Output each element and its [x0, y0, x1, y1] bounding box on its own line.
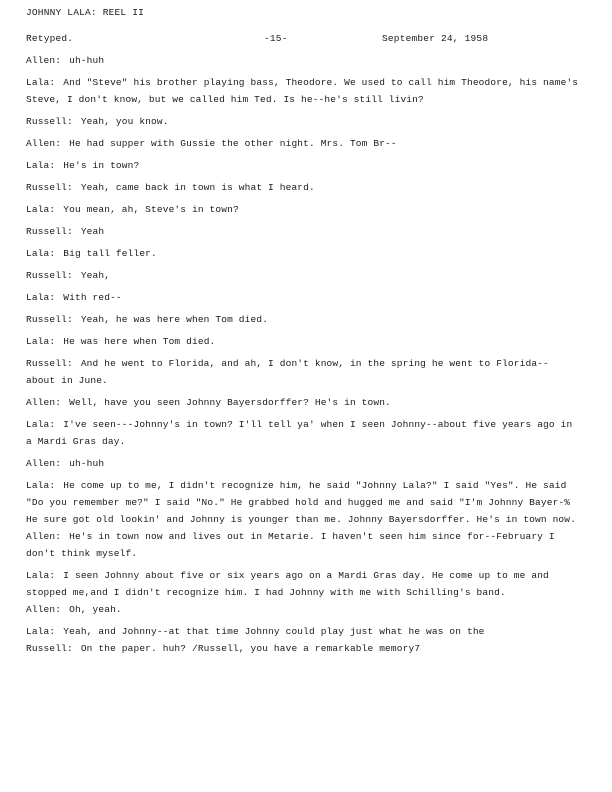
transcript-line	[26, 113, 586, 130]
speaker-label: Allen:	[26, 604, 62, 615]
transcript-line	[26, 135, 586, 152]
line-text: "Do you remember me?" I said "No." He grabbed hold and hugged me and said "I'm Johnny Bayer-%	[26, 497, 571, 508]
line-text: I seen Johnny about five or six years ago on a Mardi Gras day. He come up to me and	[63, 570, 549, 581]
line-text: With red--	[63, 292, 122, 303]
document-date: September 24, 1958	[382, 33, 489, 44]
transcript-line	[26, 91, 586, 108]
line-text: Yeah, you know.	[80, 116, 169, 127]
transcript-line	[26, 52, 586, 69]
transcript-line	[26, 584, 586, 601]
retyped-note: Retyped.	[26, 33, 74, 44]
line-text: He come up to me, I didn't recognize him, he said "Johnny Lala?" I said "Yes". He said	[63, 480, 567, 491]
line-text: Well, have you seen Johnny Bayersdorffer? He's in town.	[69, 397, 391, 408]
line-text: He was here when Tom died.	[63, 336, 216, 347]
speaker-label: Lala:	[26, 248, 56, 259]
speaker-label: Russell:	[26, 116, 73, 127]
document-title: JOHNNY LALA: REEL II	[26, 7, 145, 18]
transcript-body	[26, 52, 586, 657]
transcript-line	[26, 455, 586, 472]
transcript-line	[26, 433, 586, 450]
speaker-label: Allen:	[26, 458, 62, 469]
line-text: He had supper with Gussie the other night. Mrs. Tom Br--	[69, 138, 397, 149]
transcript-line	[26, 179, 586, 196]
line-text: Yeah,	[80, 270, 111, 281]
transcript-line	[26, 245, 586, 262]
line-text: You mean, ah, Steve's in town?	[63, 204, 239, 215]
transcript-line	[26, 416, 586, 433]
transcript-line	[26, 223, 586, 240]
line-text: Yeah, came back in town is what I heard.	[80, 182, 315, 193]
speaker-label: Russell:	[26, 358, 73, 369]
line-text: stopped me,and I didn't recognize him. I had Johnny with me with Schilling's band.	[26, 587, 506, 598]
speaker-label: Lala:	[26, 419, 56, 430]
line-text: On the paper. huh? /Russell, you have a remarkable memory7	[80, 643, 421, 654]
speaker-label: Russell:	[26, 226, 73, 237]
speaker-label: Lala:	[26, 160, 56, 171]
line-text: about in June.	[26, 375, 108, 386]
line-text: He sure got old lookin' and Johnny is younger than me. Johnny Bayersdorffer. He's in town now.	[26, 514, 576, 525]
speaker-label: Lala:	[26, 336, 56, 347]
line-text: Yeah, he was here when Tom died.	[80, 314, 269, 325]
speaker-label: Russell:	[26, 182, 73, 193]
transcript-line	[26, 567, 586, 584]
line-text: Yeah, and Johnny--at that time Johnny could play just what he was on the	[63, 626, 485, 637]
transcript-line	[26, 640, 586, 657]
transcript-line	[26, 311, 586, 328]
transcript-line	[26, 267, 586, 284]
transcript-line	[26, 528, 586, 545]
transcript-line	[26, 394, 586, 411]
transcript-line	[26, 511, 586, 528]
speaker-label: Russell:	[26, 314, 73, 325]
transcript-line	[26, 355, 586, 372]
line-text: He's in town now and lives out in Metarie. I haven't seen him since for--February I	[69, 531, 555, 542]
line-text: Big tall feller.	[63, 248, 157, 259]
line-text: a Mardi Gras day.	[26, 436, 126, 447]
speaker-label: Lala:	[26, 626, 56, 637]
transcript-line	[26, 74, 586, 91]
line-text: Steve, I don't know, but we called him Ted. Is he--he's still livin?	[26, 94, 424, 105]
speaker-label: Lala:	[26, 480, 56, 491]
speaker-label: Allen:	[26, 397, 62, 408]
line-text: I've seen---Johnny's in town? I'll tell ya' when I seen Johnny--about five years ago in	[63, 419, 573, 430]
line-text: don't think myself.	[26, 548, 138, 559]
line-text: uh-huh	[69, 55, 105, 66]
speaker-label: Lala:	[26, 204, 56, 215]
page-number: -15-	[264, 33, 288, 44]
speaker-label: Allen:	[26, 55, 62, 66]
line-text: He's in town?	[63, 160, 140, 171]
line-text: Yeah	[80, 226, 105, 237]
line-text: uh-huh	[69, 458, 105, 469]
transcript-line	[26, 601, 586, 618]
transcript-line	[26, 372, 586, 389]
line-text: And "Steve" his brother playing bass, Theodore. We used to call him Theodore, his name's	[63, 77, 579, 88]
speaker-label: Lala:	[26, 77, 56, 88]
speaker-label: Russell:	[26, 270, 73, 281]
transcript-line	[26, 157, 586, 174]
transcript-line	[26, 545, 586, 562]
line-text: Oh, yeah.	[69, 604, 122, 615]
speaker-label: Lala:	[26, 292, 56, 303]
speaker-label: Lala:	[26, 570, 56, 581]
transcript-line	[26, 477, 586, 494]
transcript-line	[26, 333, 586, 350]
speaker-label: Allen:	[26, 138, 62, 149]
speaker-label: Allen:	[26, 531, 62, 542]
line-text: And he went to Florida, and ah, I don't know, in the spring he went to Florida--	[80, 358, 549, 369]
transcript-line	[26, 494, 586, 511]
transcript-line	[26, 623, 586, 640]
speaker-label: Russell:	[26, 643, 73, 654]
transcript-line	[26, 201, 586, 218]
transcript-line	[26, 289, 586, 306]
